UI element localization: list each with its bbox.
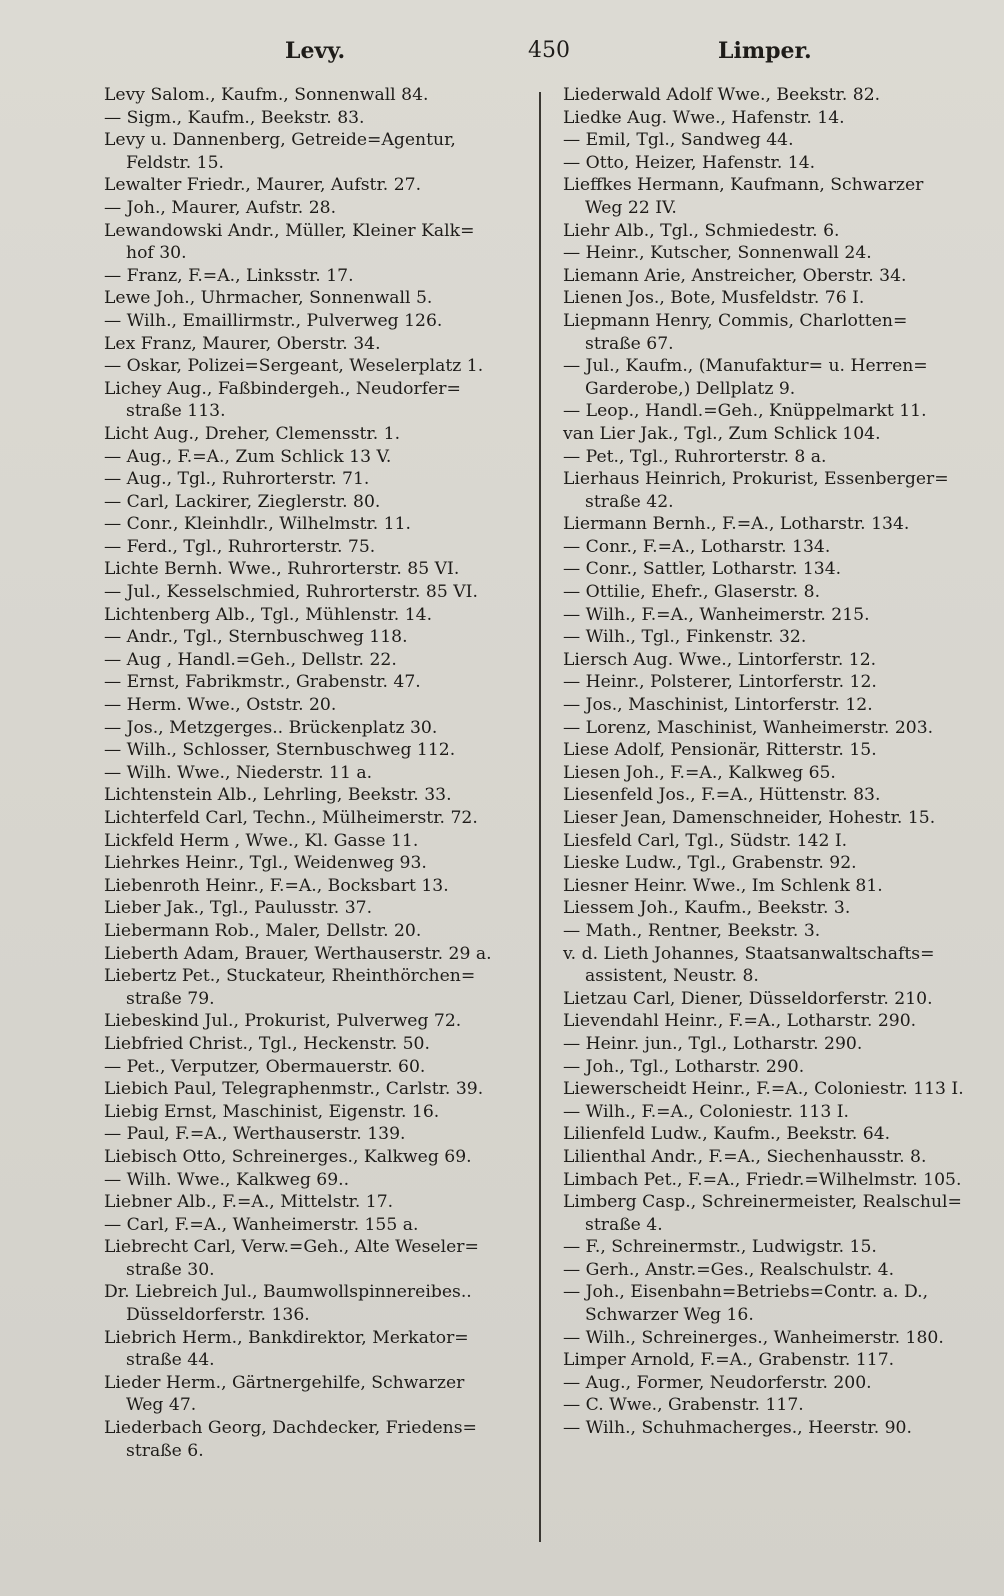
entry-line: — Jos., Maschinist, Lintorferstr. 12.: [563, 695, 873, 716]
entry-continuation-line: straße 79.: [126, 988, 215, 1009]
directory-entry: [104, 423, 522, 446]
entry-continuation-line: straße 6.: [126, 1440, 204, 1461]
directory-entry: [104, 1281, 522, 1326]
entry-line: — Wilh. Wwe., Kalkweg 69..: [104, 1169, 350, 1190]
entry-line: — Ferd., Tgl., Ruhrorterstr. 75.: [104, 536, 376, 557]
directory-entry: [563, 807, 989, 830]
entry-line: — Heinr., Kutscher, Sonnenwall 24.: [563, 243, 872, 264]
entry-line: Levy Salom., Kaufm., Sonnenwall 84.: [104, 85, 429, 105]
directory-entry: [104, 807, 522, 830]
entry-line: — Joh., Tgl., Lotharstr. 290.: [563, 1056, 805, 1077]
entry-line: Liehrkes Heinr., Tgl., Weidenweg 93.: [104, 853, 427, 874]
entry-continuation-line: Garderobe,) Dellplatz 9.: [585, 378, 796, 399]
entry-line: — Wilh., Emaillirmstr., Pulverweg 126.: [104, 310, 443, 331]
directory-entry: [104, 1372, 522, 1417]
directory-entry: [104, 468, 522, 491]
entry-line: Lietzau Carl, Diener, Düsseldorferstr. 210.: [563, 988, 933, 1009]
entry-line: — Aug., Tgl., Ruhrorterstr. 71.: [104, 469, 370, 490]
entry-line: Liewerscheidt Heinr., F.=A., Coloniestr. 113 I.: [563, 1079, 964, 1100]
directory-entry: [563, 242, 989, 265]
directory-entry: [563, 943, 989, 988]
entry-line: Lichte Bernh. Wwe., Ruhrorterstr. 85 VI.: [104, 559, 460, 580]
entry-line: — Heinr., Polsterer, Lintorferstr. 12.: [563, 672, 877, 693]
entry-line: — Aug., Former, Neudorferstr. 200.: [563, 1372, 872, 1393]
entry-line: — Wilh. Wwe., Niederstr. 11 a.: [104, 762, 373, 783]
directory-entry: [563, 897, 989, 920]
entry-line: Lieder Herm., Gärtnergehilfe, Schwarzer: [104, 1372, 465, 1393]
entry-line: — Aug., F.=A., Zum Schlick 13 V.: [104, 446, 392, 467]
entry-line: Liersch Aug. Wwe., Lintorferstr. 12.: [563, 649, 877, 670]
entry-line: Lieske Ludw., Tgl., Grabenstr. 92.: [563, 853, 857, 874]
entry-line: Liebrecht Carl, Verw.=Geh., Alte Weseler=: [104, 1237, 479, 1258]
entry-line: — Herm. Wwe., Oststr. 20.: [104, 695, 337, 716]
directory-entry: [104, 491, 522, 514]
entry-line: — Jul., Kaufm., (Manufaktur= u. Herren=: [563, 356, 928, 377]
directory-entry: [104, 626, 522, 649]
entry-line: Liemann Arie, Anstreicher, Oberstr. 34.: [563, 265, 907, 286]
entry-line: Lilienfeld Ludw., Kaufm., Beekstr. 64.: [563, 1124, 891, 1145]
directory-entry: [563, 1169, 989, 1192]
directory-entry: [104, 694, 522, 717]
directory-entry: [563, 423, 989, 446]
entry-line: — Pet., Tgl., Ruhrorterstr. 8 a.: [563, 446, 827, 467]
directory-entry: [563, 84, 989, 107]
entry-continuation-line: assistent, Neustr. 8.: [585, 966, 759, 987]
directory-entry: [104, 1191, 522, 1214]
entry-line: — Wilh., Schlosser, Sternbuschweg 112.: [104, 740, 456, 761]
entry-line: — Gerh., Anstr.=Ges., Realschulstr. 4.: [563, 1259, 895, 1280]
entry-line: Liese Adolf, Pensionär, Ritterstr. 15.: [563, 740, 877, 761]
entry-line: Lievendahl Heinr., F.=A., Lotharstr. 290.: [563, 1011, 917, 1032]
entry-line: — Jul., Kesselschmied, Ruhrorterstr. 85 VI.: [104, 582, 478, 603]
directory-entry: [563, 671, 989, 694]
directory-entry: [104, 1101, 522, 1124]
directory-entry: [563, 558, 989, 581]
entry-line: Lichterfeld Carl, Techn., Mülheimerstr. 72.: [104, 808, 478, 828]
directory-entry: [563, 1191, 989, 1236]
directory-entry: [563, 694, 989, 717]
entry-line: — Carl, F.=A., Wanheimerstr. 155 a.: [104, 1214, 419, 1235]
directory-entry: [563, 649, 989, 672]
directory-entry: [563, 287, 989, 310]
entry-line: — Conr., F.=A., Lotharstr. 134.: [563, 536, 831, 557]
entry-line: — Pet., Verputzer, Obermauerstr. 60.: [104, 1056, 426, 1077]
entry-line: Liesen Joh., F.=A., Kalkweg 65.: [563, 762, 836, 783]
entry-line: Lieberth Adam, Brauer, Werthauserstr. 29 a.: [104, 943, 492, 964]
directory-entry: [104, 310, 522, 333]
directory-entry: [104, 671, 522, 694]
entry-line: — Andr., Tgl., Sternbuschweg 118.: [104, 627, 408, 648]
directory-entry: [104, 1417, 522, 1462]
directory-entry: [104, 717, 522, 740]
directory-entry: [104, 536, 522, 559]
directory-entry: [104, 378, 522, 423]
directory-entry: [563, 536, 989, 559]
directory-entry: [563, 830, 989, 853]
directory-entry: [563, 468, 989, 513]
directory-entry: [563, 174, 989, 219]
directory-entry: [104, 1123, 522, 1146]
entry-line: v. d. Lieth Johannes, Staatsanwaltschafts=: [563, 943, 935, 964]
directory-entry: [563, 852, 989, 875]
directory-entry: [104, 604, 522, 627]
directory-entry: [563, 1010, 989, 1033]
directory-entry: [104, 220, 522, 265]
directory-entry: [104, 965, 522, 1010]
directory-entry: [104, 897, 522, 920]
entry-continuation-line: Düsseldorferstr. 136.: [126, 1305, 310, 1326]
entry-line: Liebig Ernst, Maschinist, Eigenstr. 16.: [104, 1101, 440, 1122]
left-guide-word: Levy.: [285, 38, 346, 64]
entry-line: Lieber Jak., Tgl., Paulusstr. 37.: [104, 898, 373, 919]
directory-entry: [563, 1033, 989, 1056]
entry-line: — Conr., Sattler, Lotharstr. 134.: [563, 559, 842, 580]
directory-entry: [563, 129, 989, 152]
entry-line: Liebfried Christ., Tgl., Heckenstr. 50.: [104, 1033, 430, 1054]
directory-entry: [563, 875, 989, 898]
entry-line: Lienen Jos., Bote, Musfeldstr. 76 I.: [563, 288, 865, 309]
directory-entry: [563, 1417, 989, 1440]
entry-line: — Wilh., Tgl., Finkenstr. 32.: [563, 627, 807, 648]
entry-line: Liesfeld Carl, Tgl., Südstr. 142 I.: [563, 830, 848, 851]
directory-entry: [104, 1033, 522, 1056]
entry-line: — Aug , Handl.=Geh., Dellstr. 22.: [104, 649, 397, 670]
entry-line: Liebermann Rob., Maler, Dellstr. 20.: [104, 920, 422, 941]
entry-line: Lierhaus Heinrich, Prokurist, Essenberger=: [563, 469, 949, 490]
entry-line: — C. Wwe., Grabenstr. 117.: [563, 1395, 804, 1416]
directory-entry: [563, 604, 989, 627]
directory-entry: [563, 920, 989, 943]
directory-entry: [104, 513, 522, 536]
directory-entry: [563, 1394, 989, 1417]
entry-line: Liebeskind Jul., Prokurist, Pulverweg 72.: [104, 1011, 462, 1032]
directory-entry: [563, 1281, 989, 1326]
entry-line: — Wilh., F.=A., Coloniestr. 113 I.: [563, 1101, 849, 1122]
directory-entry: [563, 1146, 989, 1169]
entry-line: — Joh., Eisenbahn=Betriebs=Contr. a. D.,: [563, 1282, 929, 1303]
entry-line: Limper Arnold, F.=A., Grabenstr. 117.: [563, 1350, 895, 1371]
directory-entry: [104, 1214, 522, 1237]
directory-entry: [563, 107, 989, 130]
entry-line: Liehr Alb., Tgl., Schmiedestr. 6.: [563, 220, 840, 241]
entry-line: — Joh., Maurer, Aufstr. 28.: [104, 197, 337, 218]
entry-line: — Wilh., Schreinerges., Wanheimerstr. 180.: [563, 1327, 944, 1348]
entry-line: — Lorenz, Maschinist, Wanheimerstr. 203.: [563, 717, 934, 738]
directory-entry: [104, 558, 522, 581]
entry-line: — Leop., Handl.=Geh., Knüppelmarkt 11.: [563, 401, 927, 422]
entry-line: Liebertz Pet., Stuckateur, Rheinthörchen=: [104, 966, 476, 987]
directory-entry: [104, 287, 522, 310]
column-divider: [539, 92, 541, 1542]
entry-line: Limberg Casp., Schreinermeister, Realschul=: [563, 1192, 962, 1213]
directory-entry: [104, 943, 522, 966]
directory-entry: [104, 1146, 522, 1169]
entry-continuation-line: straße 44.: [126, 1350, 215, 1371]
directory-entry: [563, 355, 989, 400]
directory-entry: [104, 1169, 522, 1192]
entry-line: Lewandowski Andr., Müller, Kleiner Kalk=: [104, 220, 475, 241]
entry-line: — Paul, F.=A., Werthauserstr. 139.: [104, 1124, 406, 1145]
entry-line: Liedke Aug. Wwe., Hafenstr. 14.: [563, 107, 845, 128]
directory-entry: [563, 1078, 989, 1101]
left-column: [104, 84, 522, 1462]
directory-entry: [104, 581, 522, 604]
entry-line: Lichtenstein Alb., Lehrling, Beekstr. 33.: [104, 785, 452, 806]
page-header: [0, 38, 1004, 70]
directory-entry: [104, 129, 522, 174]
directory-entry: [563, 1101, 989, 1124]
entry-line: — Emil, Tgl., Sandweg 44.: [563, 130, 794, 151]
entry-line: Liesner Heinr. Wwe., Im Schlenk 81.: [563, 875, 883, 896]
directory-entry: [104, 1056, 522, 1079]
directory-entry: [104, 739, 522, 762]
directory-entry: [563, 220, 989, 243]
entry-line: — Wilh., Schuhmacherges., Heerstr. 90.: [563, 1418, 912, 1439]
entry-line: — Carl, Lackirer, Zieglerstr. 80.: [104, 491, 381, 512]
entry-line: Liesenfeld Jos., F.=A., Hüttenstr. 83.: [563, 785, 881, 806]
directory-entry: [563, 1372, 989, 1395]
directory-entry: [563, 988, 989, 1011]
directory-entry: [563, 1236, 989, 1259]
directory-entry: [563, 513, 989, 536]
directory-entry: [104, 920, 522, 943]
entry-continuation-line: Schwarzer Weg 16.: [585, 1305, 754, 1326]
entry-line: Liederwald Adolf Wwe., Beekstr. 82.: [563, 85, 881, 105]
directory-entry: [563, 739, 989, 762]
directory-entry: [104, 84, 522, 107]
directory-entry: [563, 1259, 989, 1282]
directory-entry: [104, 174, 522, 197]
entry-line: — Conr., Kleinhdlr., Wilhelmstr. 11.: [104, 514, 412, 535]
directory-entry: [563, 581, 989, 604]
entry-line: — F., Schreinermstr., Ludwigstr. 15.: [563, 1237, 877, 1258]
entry-line: Lex Franz, Maurer, Oberstr. 34.: [104, 333, 381, 354]
directory-entry: [563, 446, 989, 469]
entry-line: Liermann Bernh., F.=A., Lotharstr. 134.: [563, 514, 910, 535]
entry-line: Limbach Pet., F.=A., Friedr.=Wilhelmstr. 105.: [563, 1169, 962, 1190]
entry-continuation-line: straße 113.: [126, 401, 226, 422]
entry-line: Liebich Paul, Telegraphenmstr., Carlstr. 39.: [104, 1079, 484, 1100]
directory-entry: [563, 400, 989, 423]
directory-entry: [563, 310, 989, 355]
directory-entry: [563, 265, 989, 288]
directory-entry: [563, 1123, 989, 1146]
directory-entry: [563, 626, 989, 649]
entry-line: — Jos., Metzgerges.. Brückenplatz 30.: [104, 717, 438, 738]
right-column: [563, 84, 989, 1440]
directory-entry: [104, 875, 522, 898]
entry-line: — Franz, F.=A., Linksstr. 17.: [104, 265, 354, 286]
entry-continuation-line: straße 30.: [126, 1259, 215, 1280]
entry-continuation-line: Feldstr. 15.: [126, 152, 224, 173]
directory-entry: [104, 762, 522, 785]
entry-continuation-line: Weg 22 IV.: [585, 197, 677, 218]
directory-entry: [563, 1349, 989, 1372]
directory-entry: [104, 1327, 522, 1372]
directory-entry: [104, 830, 522, 853]
directory-entry: [104, 1236, 522, 1281]
entry-line: Lewalter Friedr., Maurer, Aufstr. 27.: [104, 175, 422, 196]
entry-line: Liebrich Herm., Bankdirektor, Merkator=: [104, 1327, 469, 1348]
entry-line: Licht Aug., Dreher, Clemensstr. 1.: [104, 423, 401, 444]
entry-line: Liessem Joh., Kaufm., Beekstr. 3.: [563, 898, 851, 919]
entry-line: Lieffkes Hermann, Kaufmann, Schwarzer: [563, 175, 924, 196]
entry-line: — Math., Rentner, Beekstr. 3.: [563, 920, 821, 941]
directory-entry: [104, 784, 522, 807]
page-number: 450: [528, 38, 570, 63]
entry-line: Lickfeld Herm , Wwe., Kl. Gasse 11.: [104, 830, 419, 851]
entry-line: Liebisch Otto, Schreinerges., Kalkweg 69.: [104, 1146, 472, 1167]
directory-entry: [104, 333, 522, 356]
directory-entry: [563, 762, 989, 785]
directory-entry: [104, 265, 522, 288]
directory-entry: [563, 152, 989, 175]
entry-line: — Oskar, Polizei=Sergeant, Weselerplatz 1.: [104, 356, 484, 377]
entry-continuation-line: straße 4.: [585, 1214, 663, 1235]
entry-line: Dr. Liebreich Jul., Baumwollspinnereibes..: [104, 1282, 472, 1303]
entry-line: — Otto, Heizer, Hafenstr. 14.: [563, 152, 816, 173]
entry-line: Lewe Joh., Uhrmacher, Sonnenwall 5.: [104, 288, 433, 309]
entry-line: Liebenroth Heinr., F.=A., Bocksbart 13.: [104, 875, 449, 896]
entry-continuation-line: Weg 47.: [126, 1395, 197, 1416]
directory-entry: [104, 107, 522, 130]
directory-entry: [104, 197, 522, 220]
directory-entry: [104, 1078, 522, 1101]
entry-line: — Ernst, Fabrikmstr., Grabenstr. 47.: [104, 672, 421, 693]
entry-line: Liederbach Georg, Dachdecker, Friedens=: [104, 1418, 477, 1439]
entry-line: van Lier Jak., Tgl., Zum Schlick 104.: [563, 423, 881, 444]
entry-line: Lieser Jean, Damenschneider, Hohestr. 15.: [563, 808, 936, 828]
entry-line: Lilienthal Andr., F.=A., Siechenhausstr. 8.: [563, 1146, 927, 1167]
entry-line: Liepmann Henry, Commis, Charlotten=: [563, 310, 908, 331]
directory-entry: [104, 852, 522, 875]
entry-line: — Sigm., Kaufm., Beekstr. 83.: [104, 107, 365, 128]
entry-continuation-line: straße 42.: [585, 491, 674, 512]
entry-line: Levy u. Dannenberg, Getreide=Agentur,: [104, 130, 456, 151]
directory-entry: [104, 649, 522, 672]
directory-entry: [563, 1056, 989, 1079]
directory-entry: [563, 784, 989, 807]
entry-line: Lichey Aug., Faßbindergeh., Neudorfer=: [104, 378, 461, 399]
entry-line: — Ottilie, Ehefr., Glaserstr. 8.: [563, 582, 821, 603]
entry-line: — Heinr. jun., Tgl., Lotharstr. 290.: [563, 1033, 863, 1054]
directory-entry: [104, 355, 522, 378]
entry-continuation-line: straße 67.: [585, 333, 674, 354]
entry-line: Liebner Alb., F.=A., Mittelstr. 17.: [104, 1192, 394, 1213]
directory-entry: [563, 1327, 989, 1350]
directory-entry: [104, 446, 522, 469]
entry-continuation-line: hof 30.: [126, 243, 187, 264]
directory-entry: [104, 1010, 522, 1033]
entry-line: Lichtenberg Alb., Tgl., Mühlenstr. 14.: [104, 604, 433, 625]
directory-entry: [563, 717, 989, 740]
right-guide-word: Limper.: [718, 38, 812, 64]
entry-line: — Wilh., F.=A., Wanheimerstr. 215.: [563, 604, 870, 625]
